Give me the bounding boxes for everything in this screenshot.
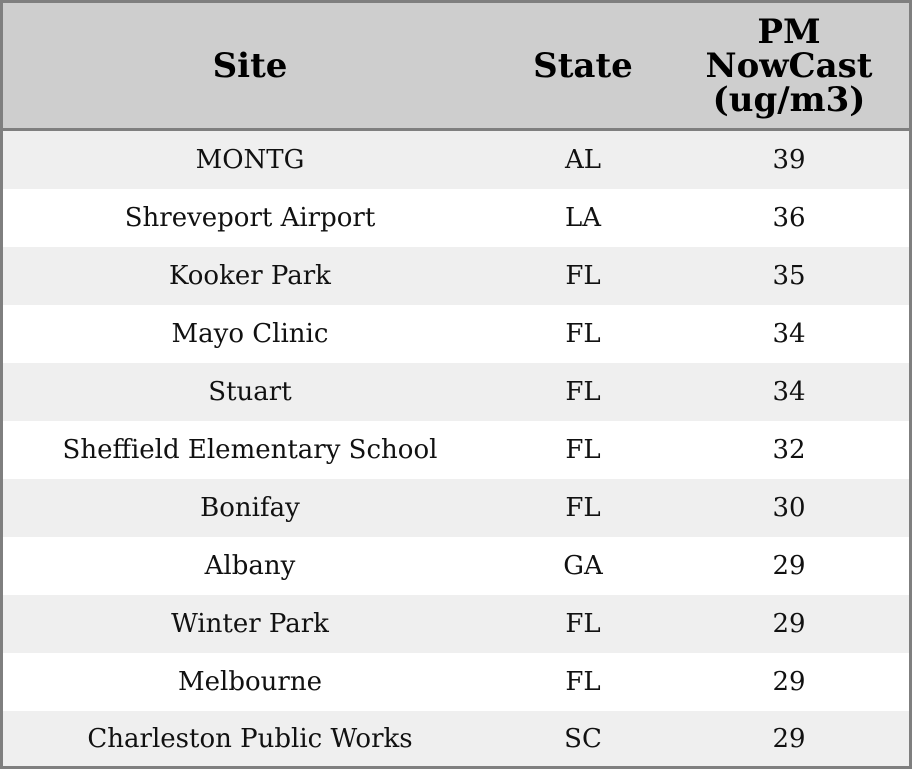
- cell-pm: 29: [772, 551, 806, 581]
- cell-state: FL: [565, 261, 601, 291]
- cell-site: Charleston Public Works: [87, 723, 413, 754]
- cell-site: Melbourne: [178, 667, 322, 697]
- cell-site: Shreveport Airport: [124, 203, 376, 233]
- cell-state: FL: [565, 609, 601, 639]
- cell-pm: 29: [772, 723, 806, 754]
- header-pm-line-3: (ug/m3): [712, 79, 866, 120]
- cell-pm: 39: [772, 145, 806, 175]
- cell-pm: 29: [772, 667, 806, 697]
- cell-state: AL: [564, 145, 602, 175]
- header-pm-line-2: NowCast: [705, 45, 873, 86]
- cell-site: MONTG: [195, 145, 305, 175]
- cell-state: SC: [564, 723, 602, 754]
- table-row: [3, 131, 909, 189]
- table-row: [3, 363, 909, 421]
- cell-state: FL: [565, 435, 601, 465]
- cell-site: Albany: [204, 551, 296, 581]
- table-row: [3, 537, 909, 595]
- header-state: State: [533, 45, 633, 86]
- header-pm-nowcast: [669, 3, 909, 128]
- header-pm-line-1: PM: [757, 11, 821, 52]
- cell-state: FL: [565, 377, 601, 407]
- table-row: [3, 595, 909, 653]
- cell-pm: 30: [772, 493, 806, 523]
- cell-pm: 29: [772, 609, 806, 639]
- cell-site: Stuart: [208, 377, 292, 407]
- table-row: [3, 653, 909, 711]
- cell-state: FL: [565, 319, 601, 349]
- table-row: [3, 479, 909, 537]
- table-body: [3, 131, 909, 766]
- table-row: [3, 305, 909, 363]
- cell-pm: 36: [772, 203, 806, 233]
- cell-state: GA: [563, 551, 603, 581]
- cell-pm: 34: [772, 377, 806, 407]
- cell-site: Sheffield Elementary School: [62, 435, 438, 465]
- table-row: [3, 421, 909, 479]
- cell-site: Mayo Clinic: [171, 319, 329, 349]
- cell-pm: 34: [772, 319, 806, 349]
- cell-site: Kooker Park: [169, 261, 331, 291]
- cell-pm: 32: [772, 435, 806, 465]
- cell-state: FL: [565, 667, 601, 697]
- table-header: [3, 3, 909, 131]
- table-row: [3, 189, 909, 247]
- cell-state: FL: [565, 493, 601, 523]
- cell-site: Bonifay: [200, 493, 300, 523]
- cell-site: Winter Park: [171, 609, 329, 639]
- table-row: [3, 247, 909, 305]
- header-site: Site: [212, 45, 288, 86]
- cell-state: LA: [564, 203, 602, 233]
- table-row: [3, 711, 909, 766]
- cell-pm: 35: [772, 261, 806, 291]
